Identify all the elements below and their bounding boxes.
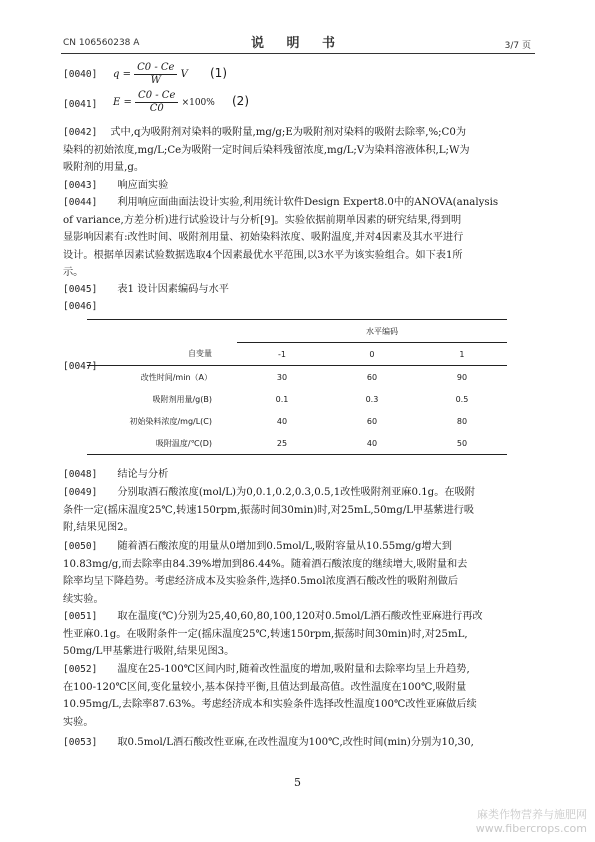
para-0043 <box>63 177 168 195</box>
table-cell: 0.3 <box>365 394 379 404</box>
formula-lhs: E = <box>113 97 132 108</box>
para-line: 条件一定(摇床温度25℃,转速150rpm,振荡时间30min)时,对25mL,50mg/L甲基紫进行吸 <box>63 504 475 516</box>
para-number: [0041] <box>63 99 98 110</box>
para-line: 10.95mg/L,去除率87.63%。考虑经济成本和实验条件选择改性温度100℃改性亚麻做后续 <box>63 699 477 710</box>
document-title: 说 明 书 <box>250 36 345 51</box>
formula-2 <box>113 90 215 115</box>
para-0046 <box>63 298 97 316</box>
formula-fraction <box>135 90 178 115</box>
para-line: 随着酒石酸浓度的用量从0增加到0.5mol/L,吸附容量从10.55mg/g增大到 <box>117 541 452 552</box>
design-factor-table <box>87 319 507 455</box>
para-line: 50mg/L甲基紫进行吸附,结果见图3。 <box>63 646 235 657</box>
para-number: [0049] <box>63 487 98 498</box>
para-0049 <box>63 484 475 537</box>
para-line: 设计。根据单因素试验数据选取4个因素最优水平范围,以3水平为该实验组合。如下表1所 <box>63 249 463 261</box>
table-cell: 40 <box>276 416 288 426</box>
table-cell: 80 <box>456 416 468 426</box>
para-0042 <box>63 124 470 177</box>
page-indicator: 3/7 页 <box>504 41 531 51</box>
factor-name: 吸附剂用量/g(B) <box>152 394 212 404</box>
para-line: 性亚麻0.1g。在吸附条件一定(摇床温度25℃,转速150rpm,振荡时间30min)时,对25mL, <box>63 628 468 640</box>
para-number: [0046] <box>63 301 98 312</box>
patent-number: CN 106560238 A <box>63 38 140 48</box>
table-header-row <box>87 320 507 343</box>
para-0045 <box>63 281 229 299</box>
page-number: 5 <box>294 776 301 789</box>
para-0052 <box>63 661 477 731</box>
para-line: 利用响应面曲面法设计实验,利用统计软件Design Expert8.0中的ANOVA(analysis <box>117 197 499 208</box>
table-cell: 40 <box>366 438 378 448</box>
table-row <box>87 388 507 410</box>
para-0051 <box>63 608 483 661</box>
para-line: of variance,方差分析)进行试验设计与分析[9]。实验依据前期单因素的研究结果,得到明 <box>63 214 462 226</box>
para-0040 <box>63 66 97 84</box>
para-number: [0040] <box>63 69 98 80</box>
para-number: [0048] <box>63 469 98 480</box>
para-number: [0045] <box>63 284 98 295</box>
para-line: 示。 <box>63 267 84 278</box>
section-heading: 结论与分析 <box>117 469 169 480</box>
table-cell: 25 <box>276 438 288 448</box>
table-row <box>87 432 507 455</box>
para-line: 温度在25-100℃区间内时,随着改性温度的增加,吸附量和去除率均呈上升趋势, <box>117 664 470 675</box>
formula-1 <box>113 62 188 87</box>
para-number: [0044] <box>63 197 98 208</box>
para-number: [0047] <box>63 361 98 372</box>
para-0050 <box>63 538 467 608</box>
watermark-url: www.fibercrops.com <box>475 822 587 835</box>
factor-name: 初始染料浓度/mg/L(C) <box>129 416 212 426</box>
para-line: 式中,q为吸附剂对染料的吸附量,mg/g;E为吸附剂对染料的吸附去除率,%;C0为 <box>110 127 467 138</box>
formula-numerator: C0 - Ce <box>134 62 177 75</box>
table-cell: 50 <box>456 438 468 448</box>
section-heading: 响应面实验 <box>117 180 169 191</box>
para-0044 <box>63 194 498 282</box>
level-header: 1 <box>459 349 465 359</box>
para-line: 实验。 <box>63 716 94 728</box>
para-line: 取在温度(℃)分别为25,40,60,80,100,120对0.5mol/L酒石酸改性亚麻进行再改 <box>117 611 483 622</box>
table-row <box>87 366 507 389</box>
para-0041 <box>63 96 97 114</box>
para-line: 续实验。 <box>63 593 104 605</box>
table-caption: 表1 设计因素编码与水平 <box>117 284 229 295</box>
table-cell: 0.1 <box>275 394 289 404</box>
formula-lhs: q = <box>113 69 131 80</box>
equation-number: (2) <box>232 94 249 108</box>
table-cell: 30 <box>276 372 288 382</box>
table-cell: 60 <box>366 416 378 426</box>
formula-numerator: C0 - Ce <box>135 90 178 103</box>
formula-tail: V <box>180 69 188 80</box>
formula-tail: ×100% <box>181 98 215 108</box>
para-line: 取0.5mol/L酒石酸改性亚麻,在改性温度为100℃,改性时间(min)分别为10,30, <box>117 737 474 748</box>
para-0053 <box>63 734 474 752</box>
equation-number: (1) <box>210 66 227 80</box>
factor-name: 改性时间/min（A） <box>140 372 212 382</box>
para-number: [0050] <box>63 541 98 552</box>
table-cell: 90 <box>456 372 468 382</box>
para-line: 附,结果见图2。 <box>63 522 134 533</box>
factor-header: 自变量 <box>188 349 212 359</box>
table-cell: 0.5 <box>455 394 469 404</box>
para-number: [0042] <box>63 127 98 138</box>
para-number: [0053] <box>63 737 98 748</box>
formula-fraction <box>134 62 177 87</box>
formula-denominator: C0 <box>149 103 164 114</box>
para-line: 吸附剂的用量,g。 <box>63 162 145 173</box>
para-line: 10.83mg/g,而去除率由84.39%增加到86.44%。随着酒石酸浓度的继续增大,吸附量和去 <box>63 558 468 570</box>
para-line: 显影响因素有:改性时间、吸附剂用量、初始染料浓度、吸附温度,并对4因素及其水平进行 <box>63 232 464 243</box>
watermark-title: 麻类作物营养与施肥网 <box>477 808 587 821</box>
para-0048 <box>63 466 168 484</box>
para-line: 分别取酒石酸浓度(mol/L)为0,0.1,0.2,0.3,0.5,1改性吸附剂亚麻0.1g。在吸附 <box>117 487 475 498</box>
para-number: [0052] <box>63 664 98 675</box>
header-rule <box>61 53 535 54</box>
para-number: [0051] <box>63 611 98 622</box>
para-line: 染料的初始浓度,mg/L;Ce为吸附一定时间后染料残留浓度,mg/L;V为染料溶液体积,L;W为 <box>63 144 470 156</box>
table-cell: 60 <box>366 372 378 382</box>
level-group-header: 水平编码 <box>237 320 507 343</box>
factor-name: 吸附温度/℃(D) <box>155 438 212 448</box>
para-number: [0043] <box>63 180 98 191</box>
para-line: 在100-120℃区间,变化量较小,基本保持平衡,且值达到最高值。改性温度在100℃,吸附量 <box>63 681 467 693</box>
level-header: -1 <box>277 349 286 359</box>
para-line: 除率均呈下降趋势。考虑经济成本及实验条件,选择0.5mol浓度酒石酸改性的吸附剂做后 <box>63 576 459 587</box>
formula-denominator: W <box>150 75 161 86</box>
table-row <box>87 410 507 432</box>
table-level-row <box>87 343 507 366</box>
level-header: 0 <box>369 349 375 359</box>
